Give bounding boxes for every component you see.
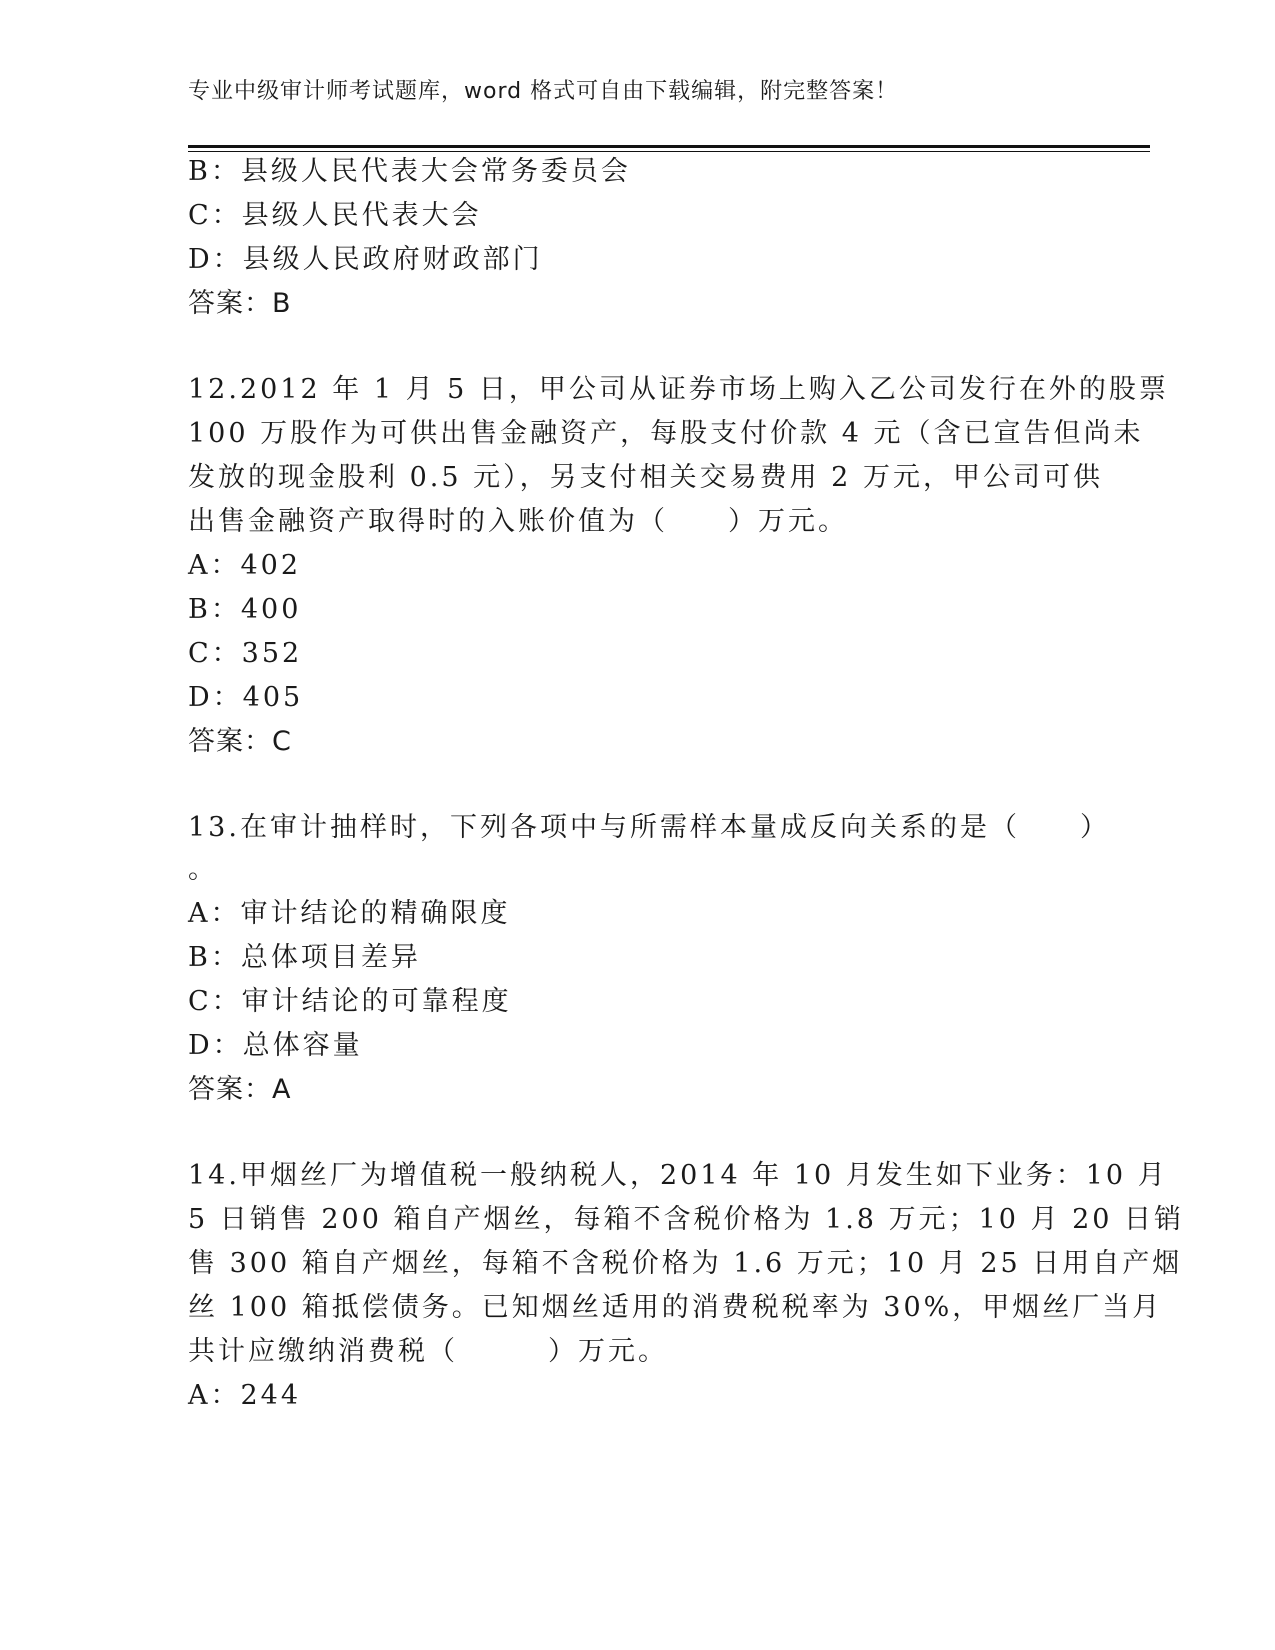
- question-13-text-line-2: 。: [188, 854, 218, 885]
- question-12-text-line-1: 12.2012 年 1 月 5 日，甲公司从证券市场上购入乙公司发行在外的股票: [188, 374, 1169, 405]
- question-14-option-a: A：244: [188, 1380, 302, 1411]
- question-14-text-line-1: 14.甲烟丝厂为增值税一般纳税人，2014 年 10 月发生如下业务：10 月: [188, 1160, 1168, 1191]
- question-13-option-a: A：审计结论的精确限度: [188, 898, 511, 929]
- header-divider-thick: [188, 145, 1150, 148]
- question-14-text-line-3: 售 300 箱自产烟丝，每箱不含税价格为 1.6 万元；10 月 25 日用自产烟: [188, 1248, 1183, 1279]
- question-12-option-c: C：352: [188, 638, 303, 669]
- question-12-text-line-4: 出售金融资产取得时的入账价值为（ ）万元。: [188, 506, 848, 537]
- question-13-option-b: B：总体项目差异: [188, 942, 421, 973]
- question-12-option-a: A：402: [188, 550, 302, 581]
- question-11-option-b: B：县级人民代表大会常务委员会: [188, 156, 631, 187]
- question-12-text-line-3: 发放的现金股利 0.5 元），另支付相关交易费用 2 万元，甲公司可供: [188, 462, 1103, 493]
- question-11-option-d: D：县级人民政府财政部门: [188, 244, 543, 275]
- page-header: 专业中级审计师考试题库，word 格式可自由下载编辑，附完整答案！: [188, 79, 899, 104]
- question-13-option-c: C：审计结论的可靠程度: [188, 986, 512, 1017]
- question-12-answer: 答案：C: [188, 726, 292, 757]
- question-13-answer: 答案：A: [188, 1074, 292, 1105]
- question-12-option-b: B：400: [188, 594, 302, 625]
- question-11-option-c: C：县级人民代表大会: [188, 200, 482, 231]
- question-12-option-d: D：405: [188, 682, 304, 713]
- question-13-text-line-1: 13.在审计抽样时，下列各项中与所需样本量成反向关系的是（ ）: [188, 812, 1110, 843]
- question-12-text-line-2: 100 万股作为可供出售金融资产，每股支付价款 4 元（含已宣告但尚未: [188, 418, 1144, 449]
- question-11-answer: 答案：B: [188, 288, 292, 319]
- header-divider-thin: [188, 151, 1150, 152]
- question-13-option-d: D：总体容量: [188, 1030, 363, 1061]
- question-14-text-line-2: 5 日销售 200 箱自产烟丝，每箱不含税价格为 1.8 万元；10 月 20 日销: [188, 1204, 1185, 1235]
- question-14-text-line-4: 丝 100 箱抵偿债务。已知烟丝适用的消费税税率为 30%，甲烟丝厂当月: [188, 1292, 1163, 1323]
- question-14-text-line-5: 共计应缴纳消费税（ ）万元。: [188, 1336, 668, 1367]
